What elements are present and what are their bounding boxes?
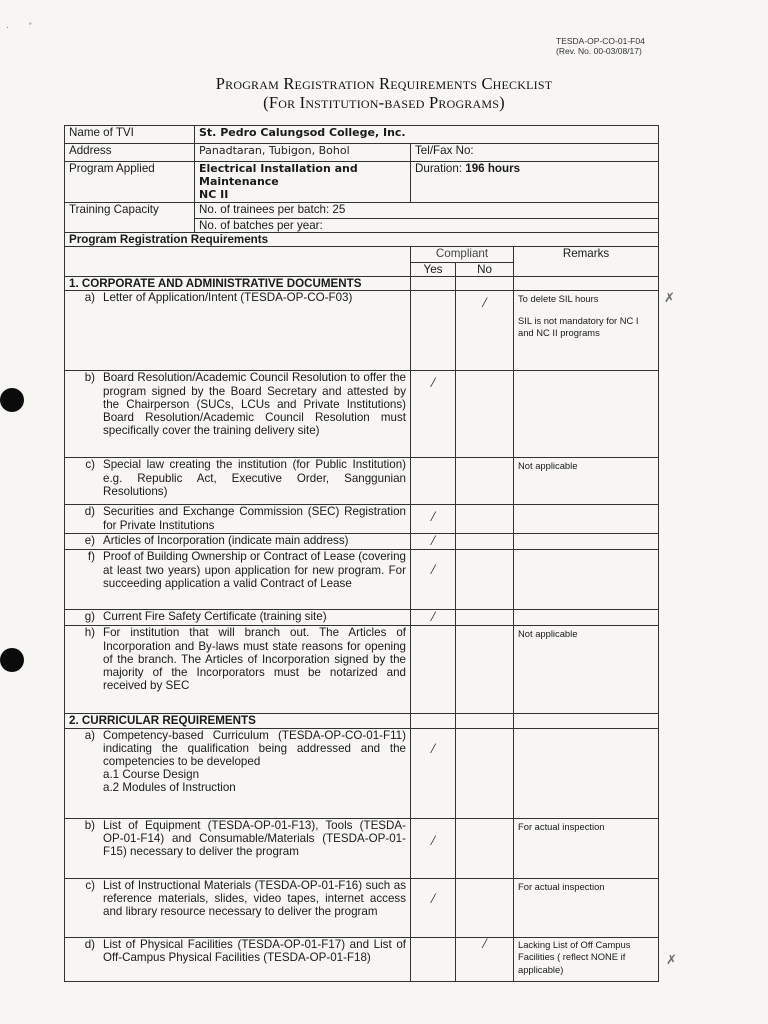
no-cell <box>456 818 514 878</box>
punch-hole <box>0 388 24 412</box>
sub-item: a.1 Course Design <box>103 768 200 782</box>
item-text: Letter of Application/Intent (TESDA-OP-CO-F03) <box>103 291 353 305</box>
requirement-cell <box>65 937 411 981</box>
name-label: Name of TVI <box>65 126 195 144</box>
blank-header-cell <box>65 247 411 277</box>
tvi-name-row <box>65 126 659 144</box>
checklist-row <box>65 610 659 626</box>
no-cell <box>456 291 514 371</box>
yes-cell <box>411 818 456 878</box>
remark-text: Not applicable <box>518 628 578 640</box>
item-text: List of Equipment (TESDA-OP-01-F13), Tools (TESDA-OP-01-F14) and Consumable/Materials (TESDA-OP-01-F15) necessary to deliver the program <box>103 818 406 859</box>
program-label: Program Applied <box>65 162 195 203</box>
item-text: Articles of Incorporation (indicate main address) <box>103 534 349 548</box>
no-cell <box>456 458 514 505</box>
yes-heading: Yes <box>411 263 456 277</box>
yes-check: / <box>430 832 436 849</box>
program-level: NC II <box>199 188 229 202</box>
trainees-cell <box>195 202 659 218</box>
remarks-cell <box>514 728 659 818</box>
item-letter: d) <box>84 937 95 951</box>
remarks-cell <box>514 878 659 937</box>
yes-check: / <box>430 562 436 579</box>
requirement-cell <box>65 728 411 818</box>
remark-text: Not applicable <box>518 460 578 472</box>
item-letter: a) <box>84 728 95 742</box>
item-text: Board Resolution/Academic Council Resolution to offer the program signed by the Board Secretary and attested by the Chairperson (SUCs, LCUs and Private Institutions) Board Resolution/Academic Council Resolution must specifically cover the training delivery site) <box>103 371 406 438</box>
yes-cell <box>411 371 456 458</box>
remarks-cell <box>514 937 659 981</box>
item-content <box>103 729 406 795</box>
yes-check: / <box>430 533 436 550</box>
requirements-checklist-table <box>64 125 659 982</box>
item-letter: a) <box>84 291 95 305</box>
checklist-row <box>65 458 659 505</box>
remarks-cell <box>514 818 659 878</box>
yes-cell <box>411 458 456 505</box>
requirement-cell <box>65 505 411 534</box>
checklist-row <box>65 878 659 937</box>
item-letter: e) <box>84 534 95 548</box>
form-code: TESDA-OP-CO-01-F04 <box>556 36 645 46</box>
section-title: 1. CORPORATE AND ADMINISTRATIVE DOCUMENTS <box>65 277 411 291</box>
checklist-row <box>65 937 659 981</box>
pen-mark-icon: ✗ <box>666 952 677 967</box>
checklist-row <box>65 626 659 714</box>
compliant-heading: Compliant <box>411 247 514 263</box>
requirement-cell <box>65 371 411 458</box>
requirement-cell <box>65 610 411 626</box>
remark-text: To delete SIL hours <box>518 293 599 305</box>
checklist-row <box>65 505 659 534</box>
yes-check: / <box>430 609 436 626</box>
compliant-header-row <box>65 247 659 263</box>
document-title <box>0 74 768 112</box>
remarks-cell <box>514 458 659 505</box>
program-name: Electrical Installation and Maintenance <box>199 162 358 189</box>
item-text: Securities and Exchange Commission (SEC) Registration for Private Institutions <box>103 505 406 532</box>
remarks-cell <box>514 534 659 550</box>
address-value: Panadtaran, Tubigon, Bohol <box>195 144 411 162</box>
address-row <box>65 144 659 162</box>
no-check: / <box>482 937 487 952</box>
requirement-cell <box>65 818 411 878</box>
remark-text: For actual inspection <box>518 880 605 892</box>
section-heading-row <box>65 714 659 728</box>
document-reference <box>556 36 645 56</box>
no-cell <box>456 534 514 550</box>
item-text: List of Physical Facilities (TESDA-OP-01-F17) and List of Off-Campus Physical Facilities (TESDA-OP-01-F18) <box>103 937 406 964</box>
no-cell <box>456 878 514 937</box>
item-letter: g) <box>84 610 95 624</box>
yes-check: / <box>430 740 436 757</box>
remarks-cell <box>514 550 659 610</box>
item-letter: f) <box>87 550 95 564</box>
no-cell <box>456 626 514 714</box>
pen-mark-icon: ✗ <box>664 290 675 305</box>
scan-specks: · ˚ <box>6 22 32 32</box>
yes-cell <box>411 937 456 981</box>
requirement-cell <box>65 534 411 550</box>
no-heading: No <box>456 263 514 277</box>
remark-text: For actual inspection <box>518 820 605 832</box>
yes-cell <box>411 610 456 626</box>
item-letter: b) <box>84 371 95 385</box>
yes-check: / <box>430 890 436 907</box>
name-value: St. Pedro Calungsod College, Inc. <box>195 126 659 144</box>
telfax-label: Tel/Fax No: <box>411 144 659 162</box>
checklist-row <box>65 728 659 818</box>
item-letter: b) <box>84 818 95 832</box>
no-cell <box>456 505 514 534</box>
yes-check: / <box>430 375 436 392</box>
requirement-cell <box>65 626 411 714</box>
no-cell <box>456 610 514 626</box>
requirements-header-row <box>65 232 659 246</box>
section-title: 2. CURRICULAR REQUIREMENTS <box>65 714 411 728</box>
remarks-cell <box>514 291 659 371</box>
yes-cell <box>411 534 456 550</box>
requirements-heading: Program Registration Requirements <box>65 232 659 246</box>
remarks-cell <box>514 626 659 714</box>
no-cell <box>456 550 514 610</box>
yes-cell <box>411 505 456 534</box>
address-label: Address <box>65 144 195 162</box>
yes-cell <box>411 291 456 371</box>
item-text: For institution that will branch out. The Articles of Incorporation and By-laws must state reasons for opening of the branch. The Articles of Incorporation signed by the majority of the Incorporators must be notarized and received by SEC <box>103 626 406 693</box>
requirement-cell <box>65 291 411 371</box>
title-line-1: Program Registration Requirements Checklist <box>215 74 553 93</box>
requirement-cell <box>65 878 411 937</box>
yes-cell <box>411 626 456 714</box>
item-text: Competency-based Curriculum (TESDA-OP-CO-01-F11) indicating the qualification being addressed and the competencies to be developed <box>103 728 406 769</box>
punch-hole <box>0 648 24 672</box>
item-text: List of Instructional Materials (TESDA-OP-01-F16) such as reference materials, slides, video tapes, internet access and library resource necessary to deliver the program <box>103 878 406 919</box>
remark-text: Lacking List of Off Campus Facilities ( reflect NONE if applicable) <box>518 938 631 975</box>
item-letter: d) <box>84 505 95 519</box>
remarks-cell <box>514 505 659 534</box>
checklist-row <box>65 371 659 458</box>
capacity-label: Training Capacity <box>65 202 195 232</box>
checklist-row <box>65 291 659 371</box>
revision-number: (Rev. No. 00-03/08/17) <box>556 46 642 56</box>
trainees-value: 25 <box>332 202 346 216</box>
duration-value: 196 hours <box>465 162 521 175</box>
no-cell <box>456 371 514 458</box>
checklist-row <box>65 818 659 878</box>
requirement-cell <box>65 458 411 505</box>
requirement-cell <box>65 550 411 610</box>
title-line-2: (For Institution-based Programs) <box>263 93 505 112</box>
no-check: / <box>482 295 487 312</box>
checklist-row <box>65 534 659 550</box>
item-letter: c) <box>85 878 95 892</box>
remarks-cell <box>514 610 659 626</box>
remark-text: SIL is not mandatory for NC I and NC II programs <box>518 314 639 339</box>
capacity-row <box>65 202 659 218</box>
no-cell <box>456 728 514 818</box>
yes-cell <box>411 550 456 610</box>
section-heading-row <box>65 277 659 291</box>
trainees-label: No. of trainees per batch: <box>199 202 330 216</box>
remarks-cell <box>514 371 659 458</box>
yes-cell <box>411 728 456 818</box>
item-text: Proof of Building Ownership or Contract of Lease (covering at least two years) upon application for new program. For succeeding application a valid Contract of Lease <box>103 550 406 590</box>
duration-cell <box>411 162 659 203</box>
program-row <box>65 162 659 203</box>
yes-cell <box>411 878 456 937</box>
yes-check: / <box>430 509 436 526</box>
checklist-row <box>65 550 659 610</box>
no-cell <box>456 937 514 981</box>
program-value <box>195 162 411 203</box>
item-text: Current Fire Safety Certificate (training site) <box>103 610 327 624</box>
item-letter: c) <box>85 458 95 472</box>
duration-label: Duration: <box>415 162 463 175</box>
sub-item: a.2 Modules of Instruction <box>103 781 236 795</box>
batches-label: No. of batches per year: <box>195 218 659 232</box>
remarks-heading: Remarks <box>514 247 659 277</box>
item-text: Special law creating the institution (for Public Institution) e.g. Republic Act, Executive Order, Sanggunian Resolutions) <box>103 458 406 498</box>
item-letter: h) <box>84 626 95 640</box>
